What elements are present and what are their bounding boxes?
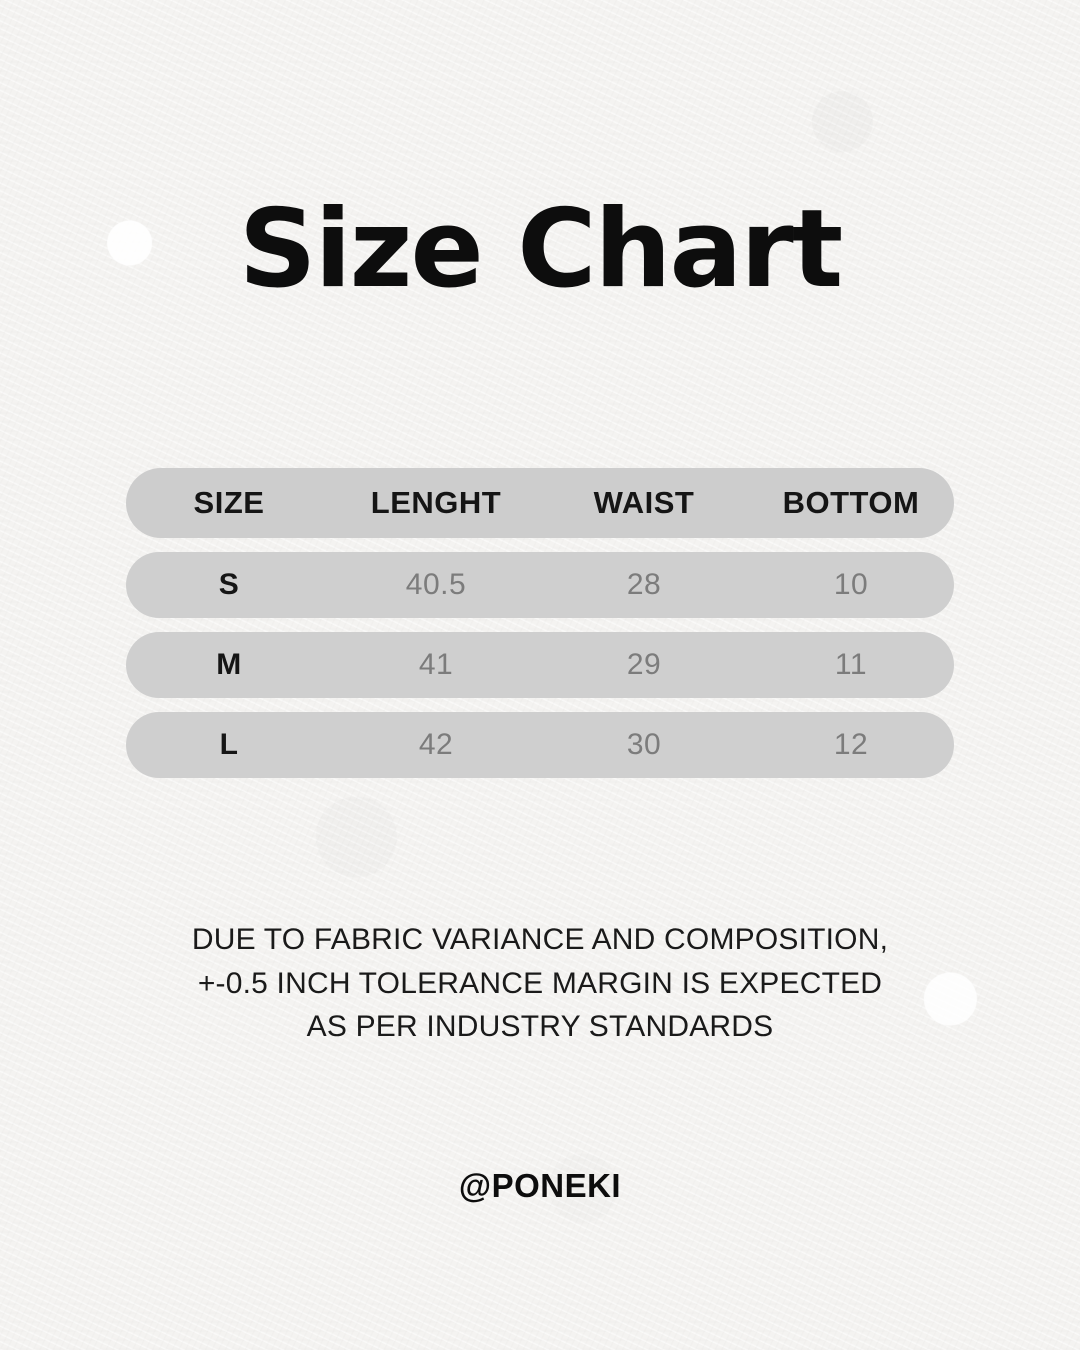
cell-lenght: 41 — [418, 648, 454, 681]
table-row — [126, 552, 954, 618]
column-header-bottom: BOTTOM — [782, 485, 920, 520]
table-row — [126, 632, 954, 698]
note-line-2: +-0.5 INCH TOLERANCE MARGIN IS EXPECTED — [197, 966, 883, 1000]
cell-lenght: 42 — [418, 728, 454, 761]
note-line-1: DUE TO FABRIC VARIANCE AND COMPOSITION, — [191, 923, 889, 956]
size-chart-table — [126, 468, 954, 778]
brand-handle: @PONEKI — [458, 1166, 622, 1204]
column-header-size: SIZE — [193, 485, 265, 520]
note-line-3: AS PER INDUSTRY STANDARDS — [306, 1010, 774, 1043]
table-row — [126, 712, 954, 778]
cell-lenght: 40.5 — [405, 568, 467, 601]
cell-size: M — [216, 648, 242, 681]
column-header-lenght: LENGHT — [370, 485, 502, 520]
tolerance-note — [140, 918, 940, 1049]
column-header-waist: WAIST — [593, 485, 695, 520]
cell-waist: 30 — [626, 728, 662, 761]
page-title: Size Chart — [238, 187, 842, 312]
cell-bottom: 11 — [834, 648, 868, 681]
cell-bottom: 10 — [833, 568, 869, 601]
table-header-row — [126, 468, 954, 538]
cell-waist: 28 — [626, 568, 662, 601]
cell-bottom: 12 — [833, 728, 869, 761]
cell-size: S — [218, 568, 240, 601]
cell-size: L — [219, 728, 239, 761]
cell-waist: 29 — [626, 648, 662, 681]
